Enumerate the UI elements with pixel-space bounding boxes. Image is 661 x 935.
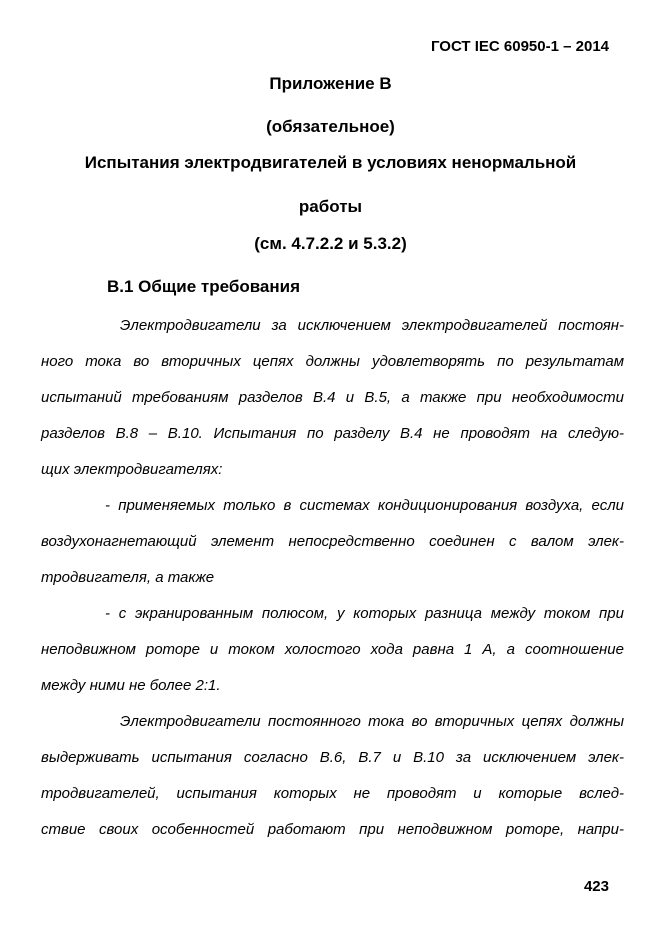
body-line: между ними не более 2:1. [41, 677, 221, 694]
annex-reference: (см. 4.7.2.2 и 5.3.2) [254, 234, 407, 253]
document-header: ГОСТ IEC 60950-1 – 2014 [430, 38, 609, 55]
body-line: ного тока во вторичных цепях должны удовлетворять по результатам [41, 353, 624, 370]
annex-status: (обязательное) [266, 117, 395, 136]
body-line: воздухонагнетающий элемент непосредственно соединен с валом элек- [41, 533, 624, 550]
body-line: тродвигателей, испытания которых не проводят и которые вслед- [41, 785, 624, 802]
body-line: неподвижном роторе и током холостого хода равна 1 А, а соотношение [41, 641, 624, 658]
body-line: - с экранированным полюсом, у которых разница между током при [105, 605, 624, 622]
annex-title: Приложение В [269, 74, 392, 93]
body-line: разделов В.8 – В.10. Испытания по разделу В.4 не проводят на следую- [41, 425, 624, 442]
annex-heading-line2: работы [298, 197, 363, 216]
body-line: выдерживать испытания согласно В.6, В.7 и В.10 за исключением элек- [41, 749, 624, 766]
body-line: тродвигателя, а также [41, 569, 215, 586]
body-line: - применяемых только в системах кондиционирования воздуха, если [105, 497, 624, 514]
body-line: Электродвигатели постоянного тока во вторичных цепях должны [120, 713, 624, 730]
body-line: Электродвигатели за исключением электродвигателей постоян- [120, 317, 624, 334]
section-title: В.1 Общие требования [107, 277, 301, 296]
page-number: 423 [583, 878, 609, 895]
body-line: щих электродвигателях: [41, 461, 223, 478]
body-line: ствие своих особенностей работают при неподвижном роторе, напри- [41, 821, 624, 838]
body-line: испытаний требованиям разделов В.4 и В.5, а также при необходимости [41, 389, 624, 406]
annex-heading-line1: Испытания электродвигателей в условиях ненормальной [84, 153, 577, 172]
